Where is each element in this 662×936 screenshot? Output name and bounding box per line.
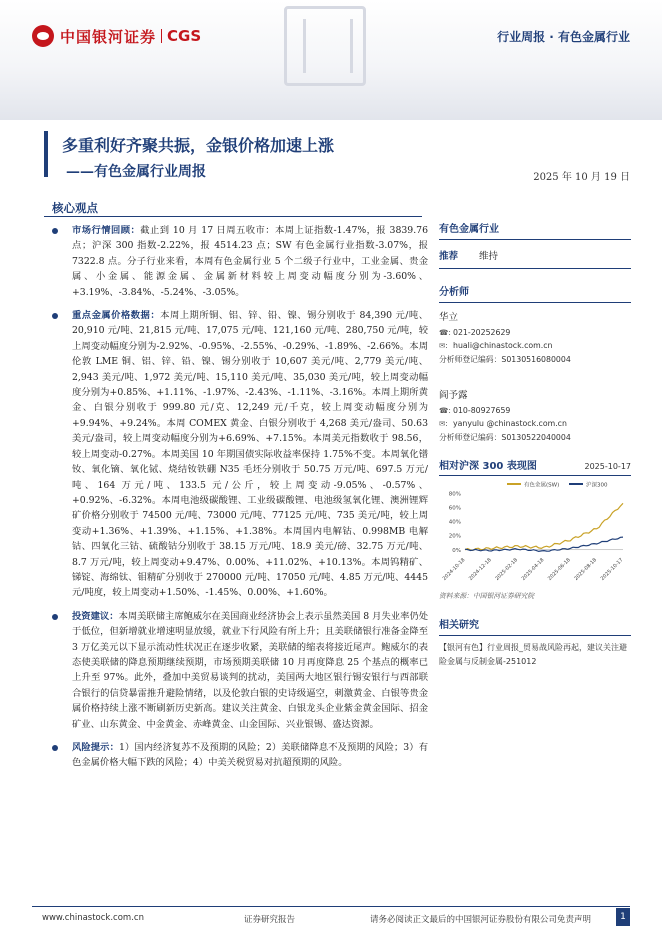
bullet-keyword: 重点金属价格数据： <box>72 310 161 322</box>
x-tick-label: 2024-10-18 <box>441 557 467 582</box>
analysts-heading: 分析师 <box>439 283 631 303</box>
email-icon: ✉: <box>439 419 448 428</box>
bullet-keyword: 市场行情回顾： <box>72 225 141 236</box>
bullet-keyword: 风险提示： <box>72 742 119 753</box>
x-tick-label: 2025-06-18 <box>546 557 572 582</box>
analyst-phone: 010-80927659 <box>453 406 511 415</box>
header-band <box>0 0 662 120</box>
x-tick-label: 2024-12-18 <box>467 557 493 582</box>
analyst-cert: 分析师登记编码：S0130522040004 <box>439 433 571 442</box>
bullet-market-review <box>44 223 428 300</box>
analyst-email[interactable]: yanyulu @chinastock.com.cn <box>453 419 567 428</box>
chart-header <box>439 457 631 476</box>
title-accent-bar <box>44 131 48 177</box>
rating-label: 推荐 <box>439 251 459 262</box>
report-type: 行业周报 · 有色金属行业 <box>497 30 630 44</box>
footer-disclaimer: 请务必阅读正文最后的中国银河证券股份有限公司免责声明 <box>370 915 592 925</box>
analyst-phone: 021-20252629 <box>453 328 511 337</box>
bullet-investment-advice <box>44 609 428 732</box>
bullet-text: 本周上期所铜、铝、锌、铅、镍、锡分别收于 84,390 元/吨、20,910 元/吨、21,815 元/吨、17,075 元/吨、121,160 元/吨、280,750 元/吨，较上周变动幅度分别为-2.92%、-0.95%、-2.55%、-0.29%、-1.89%、-2.66%。本周伦敦 LME 铜、铝、锌、铅、镍、锡分别收于 10,607 美元/吨、2,779 美元/吨、2,943 美元/吨、1,972 美元/吨、15,110 美元/吨、35,030 美元/吨，较上周变动幅度分别为+0.85%、+1.11%、-1.97%、-2.43%、-1.11%、-3.16%。本周上期所黄金、白银分别收于 999.80 元/克、12,249 元/千克，较上周变动幅度分别为+9.94%、+9.24%。本周 COMEX 黄金、白银分别收于 4,268 美元/盎司、50.63 美元/盎司，较上周变动幅度分别为+6.69%、+7.15%。本周美元指数收于 98.56，较上周变动-0.27%。本周美国 10 年期国债实际收益率保持 1.75%不变。本周氧化镨钕、氧化镝、氧化铽、烧结钕铁硼 N35 毛坯分别收于 50.75 万元/吨、697.5 万元/吨、164 万元/吨、133.5 元/公斤，较上周变动-9.05%、-0.57%、+0.92%、-6.32%。本周电池级碳酸锂、工业级碳酸锂、电池级氢氧化锂、澳洲锂辉矿价格分别收于 74500 元/吨、73000 元/吨、77125 元/吨、735 美元/吨，较上周变动+1.36%、+1.39%、+1.15%、+1.38%。本周国内电解钴、0.998MB 电解钴、四氧化三钴、硫酸钴分别收于 38.15 万元/吨、18.9 美元/磅、32.75 万元/吨、8.7 万元/吨，较上周变动+9.47%、0.00%、+11.02%、+10.13%。本周钨精矿、锑锭、海绵钛、钼精矿分别收于 270000 元/吨、17050 元/吨、4.85 万元/吨、4445 元/吨度，较上周变动+1.50%、-1.45%、0.00%、+1.60%。 <box>72 310 428 599</box>
watermark-logo-icon <box>284 6 366 86</box>
x-tick-label: 2025-02-18 <box>494 557 520 582</box>
y-tick-label: 40% <box>448 519 461 526</box>
bullet-text: 本周美联储主席鲍威尔在美国商业经济协会上表示虽然美国 8 月失业率仍处于低位，但新增就业增速明显放缓，就业下行风险有所上升；且美联储银行准备金降至 3 万亿美元以下显示流动性状况正在逐步收紧，美联储的缩表将接近尾声。鲍威尔的表态使美联储的降息预期继续预期，市场预期美联储 10 月再度降息 25 个基点的概率已上升至 97%。此外，叠加中美贸易谈判的扰动，美国两大地区银行锡安银行与西部联合银行的信贷暴雷推升避险情绪，以及伦敦白银的史诗级逼空，刺激黄金、白银等贵金属价格持续上涨不断刷新历史新高。建议关注黄金、白银龙头企业紫金黄金国际、招金矿业、山东黄金、中金黄金、赤峰黄金、山金国际、兴业银锡、盛达资源。 <box>72 610 428 730</box>
bullet-keyword: 投资建议： <box>72 610 119 622</box>
core-rule <box>44 216 422 217</box>
y-tick-label: 20% <box>448 533 461 540</box>
bullet-risk-warning <box>44 740 428 771</box>
footer-label: 证券研究报告 <box>244 915 296 925</box>
company-logo <box>32 25 201 47</box>
logo-divider <box>161 29 162 43</box>
bullet-text: 截止到 10 月 17 日周五收市：本周上证指数-1.47%，报 3839.76 点；沪深 300 指数-2.22%，报 4514.23 点；SW 有色金属行业指数-3.07%，报 7322.8 点。分子行业来看，本周有色金属行业 5 个二级子行业中，工业金属、贵金属、小金属、能源金属、金属新材料较上周变动幅度分别为-3.60%、+3.19%、-3.84%、-5.24%、-3.05%。 <box>72 225 428 298</box>
related-heading: 相关研究 <box>439 616 631 636</box>
logo-text-cn: 中国银河证券 <box>60 27 157 46</box>
analyst-email[interactable]: huali@chinastock.com.cn <box>453 341 553 350</box>
rating-value: 维持 <box>479 251 499 262</box>
y-tick-label: 80% <box>448 491 461 498</box>
chart-date: 2025-10-17 <box>584 462 631 471</box>
analyst-cert: 分析师登记编码：S0130516080004 <box>439 355 571 364</box>
email-icon: ✉: <box>439 341 448 350</box>
rating-row <box>439 248 631 269</box>
series-line <box>465 537 623 551</box>
x-tick-label: 2025-10-17 <box>599 557 625 582</box>
analyst-name: 阎予露 <box>439 390 468 401</box>
analyst-card <box>439 387 631 443</box>
analyst-name: 华立 <box>439 312 459 323</box>
x-tick-label: 2025-08-18 <box>573 557 599 582</box>
footer-rule <box>32 906 630 907</box>
industry-heading: 有色金属行业 <box>439 220 631 240</box>
core-heading: 核心观点 <box>52 201 98 215</box>
report-title: 多重利好齐聚共振，金银价格加速上涨 <box>62 136 335 155</box>
core-views <box>44 223 428 779</box>
sidebar <box>439 220 631 669</box>
report-subtitle: ——有色金属行业周报 <box>66 164 206 180</box>
report-date: 2025 年 10 月 19 日 <box>533 172 630 183</box>
legend-label: 有色金属(SW) <box>524 482 560 489</box>
legend-label: 沪深300 <box>586 482 608 489</box>
y-tick-label: 60% <box>448 505 461 512</box>
chart-svg <box>439 478 631 590</box>
y-tick-label: 0% <box>452 547 461 554</box>
bullet-text: 1）国内经济复苏不及预期的风险；2）美联储降息不及预期的风险；3）有色金属价格大幅下跌的风险；4）中美关税贸易对抗超预期的风险。 <box>72 742 428 769</box>
related-report-link[interactable]: 【银河有色】行业周报_贸易战风险再起，建议关注避险金属与反制金属-251012 <box>439 643 627 666</box>
performance-chart <box>439 478 631 590</box>
bullet-metal-prices <box>44 308 428 601</box>
phone-icon: ☎: <box>439 406 451 415</box>
analyst-card <box>439 309 631 365</box>
logo-text-en: CGS <box>167 27 202 45</box>
logo-mark-icon <box>32 25 54 47</box>
chart-title: 相对沪深 300 表现图 <box>439 461 537 472</box>
page-number: 1 <box>616 908 630 926</box>
x-tick-label: 2025-04-18 <box>520 557 546 582</box>
chart-source: 资料来源：中国银河证券研究院 <box>439 592 535 600</box>
footer-website[interactable]: www.chinastock.com.cn <box>42 913 144 923</box>
phone-icon: ☎: <box>439 328 451 337</box>
